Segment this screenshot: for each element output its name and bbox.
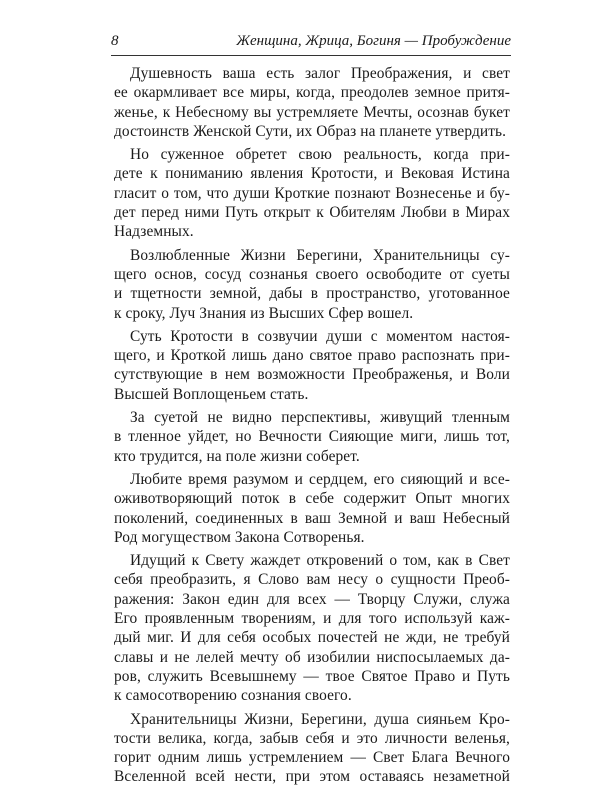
- text-line: Суть Кротости в созвучии души с моментом настоя-: [130, 327, 510, 345]
- text-line: Идущий к Свету жаждет откровений о том, как в Свет: [130, 552, 510, 570]
- text-line: щего, и Кроткой лишь дано святое право распознать при-: [114, 347, 510, 365]
- text-line: и тщетности земной, дабы в пространство, уготованное: [114, 285, 510, 303]
- paragraph: [114, 327, 510, 404]
- paragraph: [114, 551, 510, 705]
- paragraph: [114, 64, 510, 141]
- text-line: дый миг. И для себя особых почестей не жди, не требуй: [114, 629, 510, 647]
- text-line: Вселенной всей нести, при этом оставаясь незаметной: [114, 768, 510, 786]
- text-line: Любите время разумом и сердцем, его сияющий и все-: [130, 470, 510, 488]
- text-line: Надземных.: [114, 223, 194, 241]
- page-header: [111, 31, 511, 56]
- text-line: к самосотворению сознания своего.: [114, 687, 352, 705]
- page-number: 8: [111, 33, 119, 49]
- text-line: ее окармливает все миры, когда, преодолев земное притя-: [114, 84, 510, 102]
- paragraph: [114, 246, 510, 323]
- text-line: гласит о том, что души Кроткие познают Вознесенье и бу-: [114, 184, 510, 202]
- paragraph: [114, 408, 510, 466]
- text-line: детe к пониманию явления Кротости, и Вековая Истина: [114, 165, 510, 183]
- text-line: Его проявленным творениям, и для того используй каж-: [114, 610, 510, 628]
- text-line: женье, к Небесному вы устремляете Мечты, осознав букет: [114, 103, 510, 121]
- text-line: кто трудится, на поле жизни соберет.: [114, 447, 360, 465]
- text-line: ражения: Закон един для всех — Творцу Служи, служа: [114, 590, 510, 608]
- text-line: дет перед ними Путь открыт к Обителям Любви в Мирах: [114, 204, 510, 222]
- text-line: тости велика, когда, забыв себя и это личности веленья,: [114, 729, 510, 747]
- text-line: За суетой не видно перспективы, живущий тленным: [130, 409, 510, 427]
- text-line: поколений, соединенных в ваш Земной и ваш Небесный: [114, 509, 510, 527]
- text-line: сутствующие в нем возможности Преображенья, и Воли: [114, 366, 510, 384]
- text-line: в тленное уйдет, но Вечности Сияющие миги, лишь тот,: [114, 428, 510, 446]
- paragraph: [114, 470, 510, 547]
- text-line: Хранительницы Жизни, Берегини, душа сияньем Кро-: [130, 710, 510, 728]
- text-line: Высшей Воплощеньем стать.: [114, 385, 309, 403]
- text-line: ров, служить Всевышнему — твое Святое Право и Путь: [114, 667, 510, 685]
- paragraph: [114, 145, 510, 241]
- running-title: Женщина, Жрица, Богиня — Пробуждение: [236, 33, 511, 49]
- text-line: к сроку, Луч Знания из Высших Сфер вошел.: [114, 304, 414, 322]
- text-line: Душевность ваша есть залог Преображения, и свет: [130, 65, 510, 82]
- text-line: щего основ, сосуд сознанья своего освободите от суеты: [114, 265, 510, 283]
- text-line: оживотворяющий поток в себе содержит Опыт многих: [114, 490, 510, 508]
- text-line: Возлюбленные Жизни Берегини, Хранительницы су-: [130, 246, 510, 264]
- paragraph: [114, 710, 510, 787]
- text-line: достоинств Женской Сути, их Образ на планете утвердить.: [114, 122, 507, 140]
- text-line: горит одним лишь устремлением — Свет Блага Вечного: [114, 749, 510, 767]
- text-line: Но суженное обретет свою реальность, когда при-: [130, 146, 510, 164]
- text-line: Род могуществом Закона Сотворенья.: [114, 528, 365, 546]
- body-text: [114, 64, 510, 787]
- text-line: славы и не лелей мечту об изобилии ниспосылаемых да-: [114, 648, 510, 666]
- text-line: себя преобразить, я Слово вам несу о сущности Преоб-: [114, 571, 510, 589]
